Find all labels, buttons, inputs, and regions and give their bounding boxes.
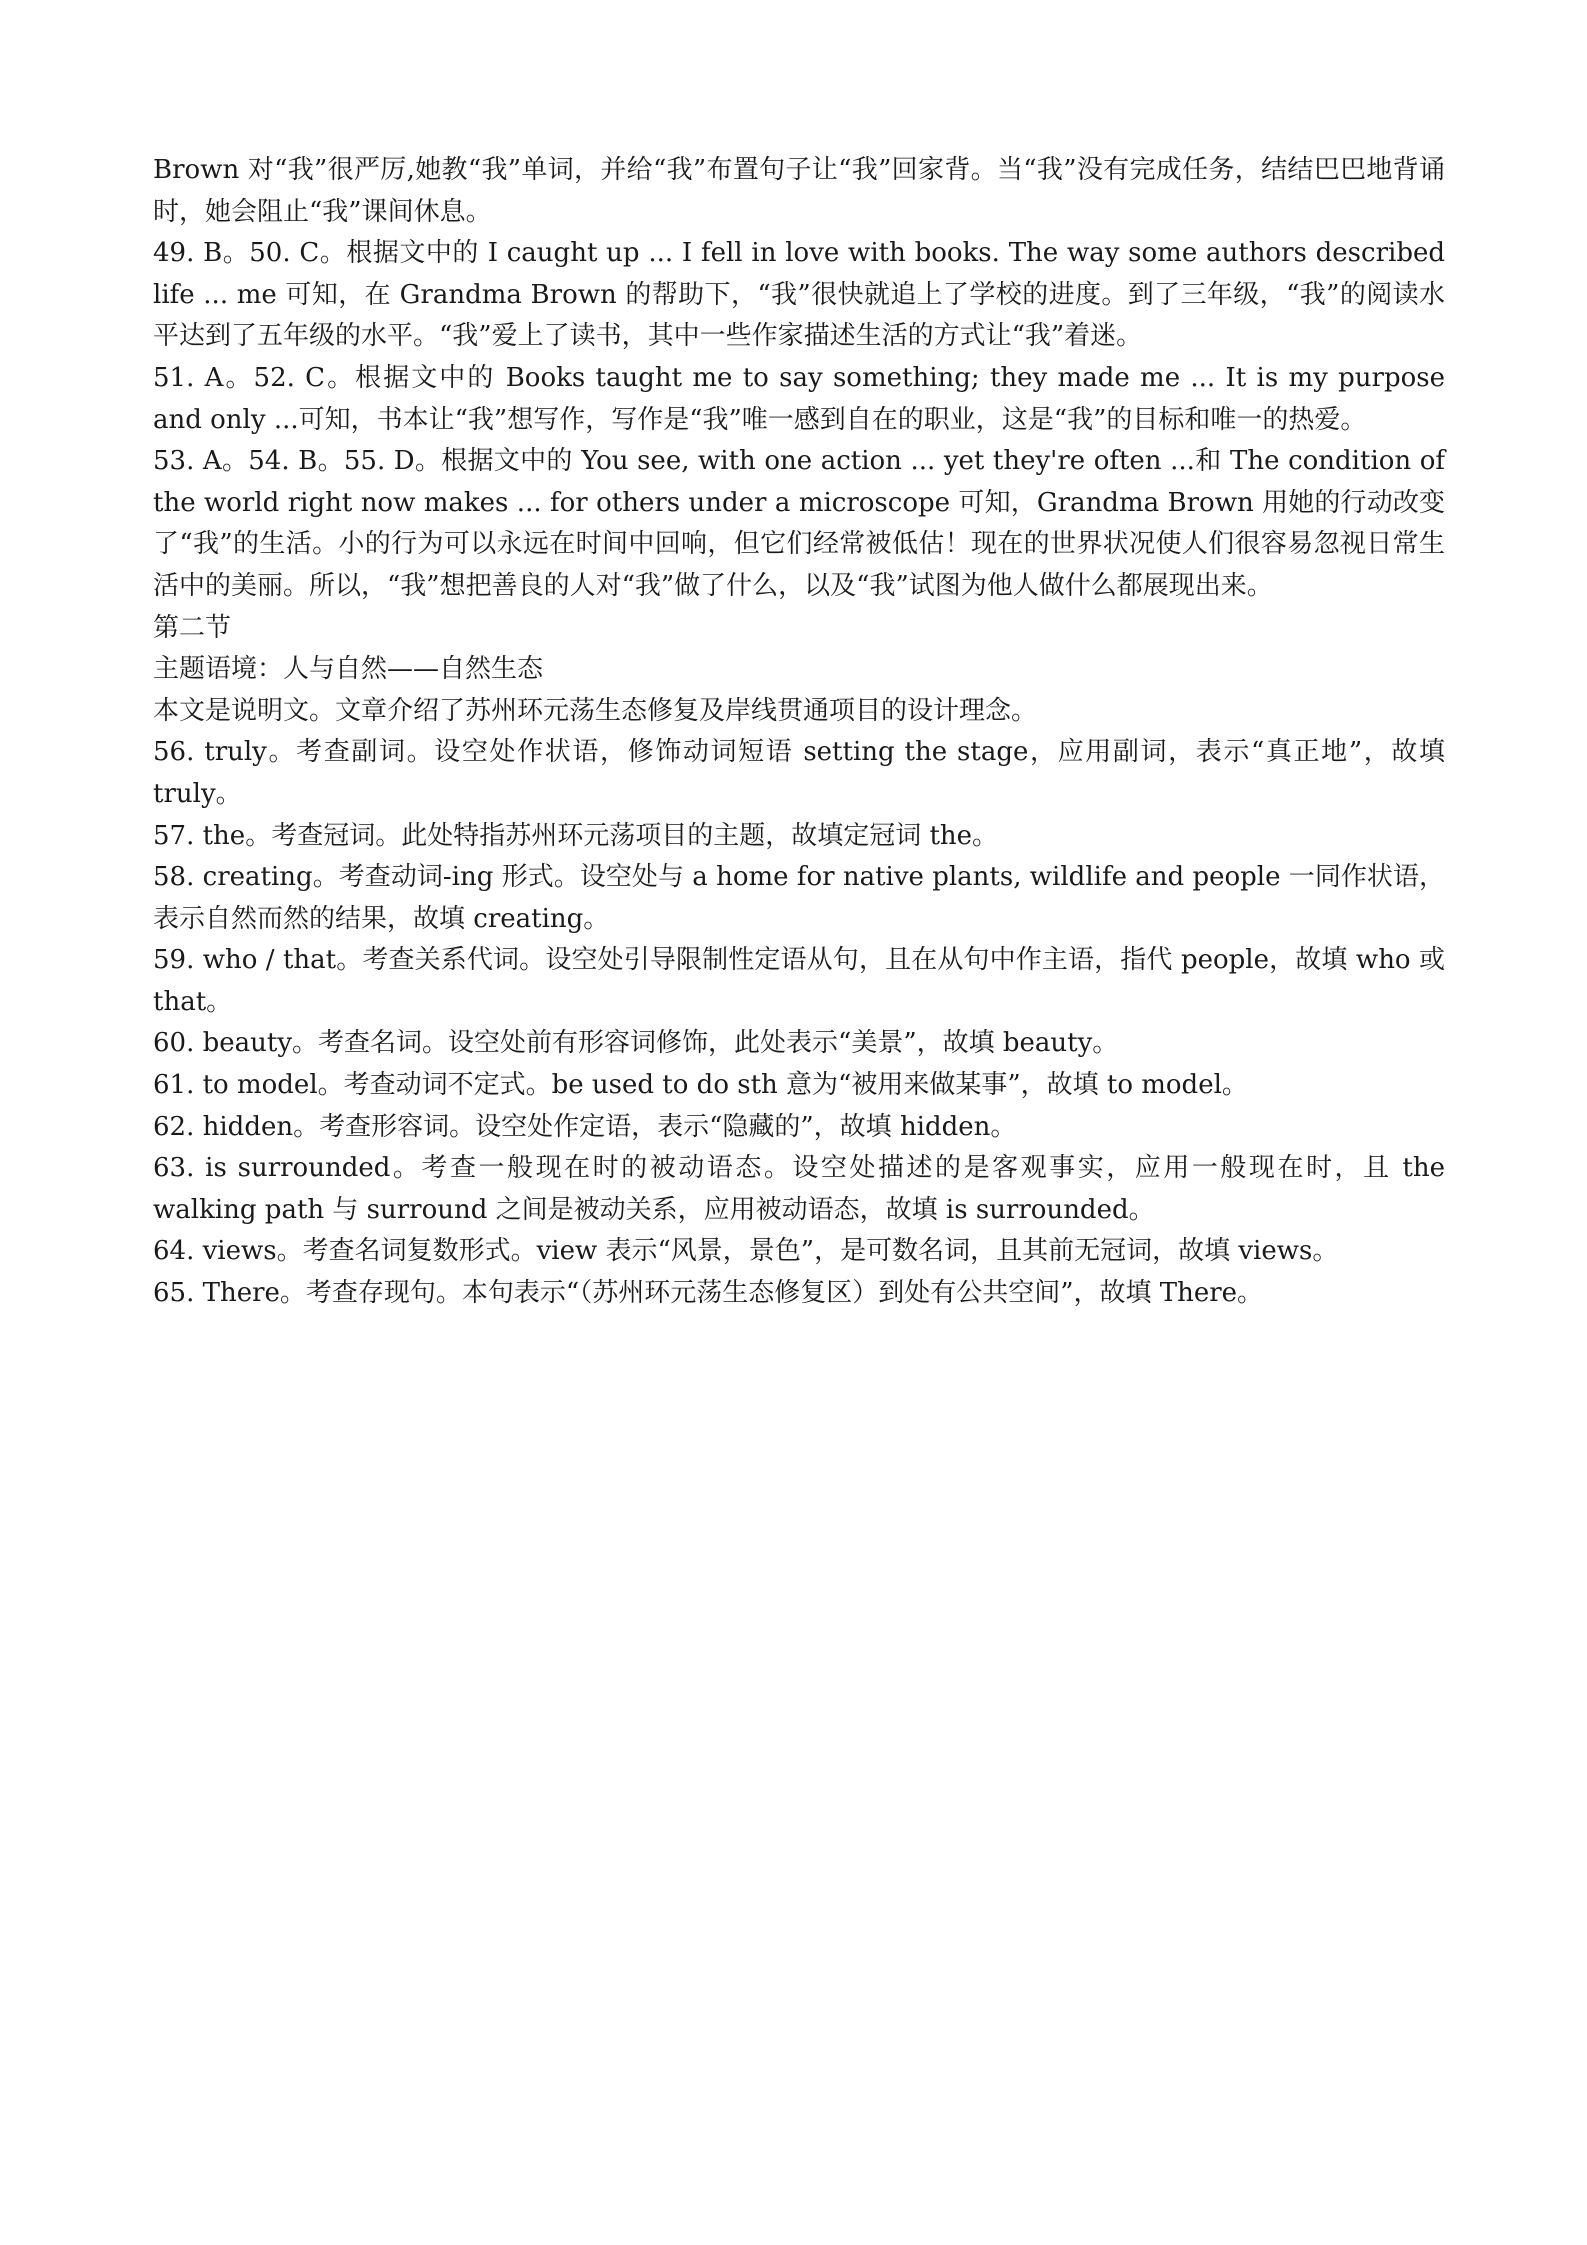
answer-explanation-document	[153, 150, 1445, 1315]
paragraph-answer-51-52: 51. A。52. C。根据文中的 Books taught me to say something; they made me ... It is my purpose and only ...可知，书本让“我”想写作，写作是“我”唯一感到自在的职业，这是“我”的目标和唯一的热爱。	[153, 362, 1445, 435]
paragraph-answer-60: 60. beauty。考查名词。设空处前有形容词修饰，此处表示“美景”，故填 beauty。	[153, 1028, 1119, 1059]
paragraph-answer-58: 58. creating。考查动词-ing 形式。设空处与 a home for native plants, wildlife and people 一同作状语，表示自然而然的结果，故填 creating。	[153, 862, 1445, 934]
paragraph-passage-summary: Brown 对“我”很严厉,她教“我”单词，并给“我”布置句子让“我”回家背。当“我”没有完成任务，结结巴巴地背诵时，她会阻止“我”课间休息。	[153, 155, 1445, 227]
paragraph-answer-63: 63. is surrounded。考查一般现在时的被动语态。设空处描述的是客观事实，应用一般现在时，且 the walking path 与 surround 之间是被动关系，应用被动语态，故填 is surrounded。	[153, 1153, 1445, 1225]
paragraph-answer-53-55: 53. A。54. B。55. D。根据文中的 You see, with one action ... yet they're often ...和 The condition of the world right now makes ... for others under a microscope 可知，Grandma Brown 用她的行动改变了“我”的生活。小的行为可以永远在时间中回响，但它们经常被低估！现在的世界状况使人们很容易忽视日常生活中的美丽。所以，“我”想把善良的人对“我”做了什么，以及“我”试图为他人做什么都展现出来。	[153, 446, 1445, 601]
theme-context: 主题语境：人与自然——自然生态	[153, 654, 544, 685]
paragraph-answer-65: 65. There。考查存现句。本句表示“（苏州环元荡生态修复区）到处有公共空间”，故填 There。	[153, 1278, 1264, 1309]
paragraph-answer-62: 62. hidden。考查形容词。设空处作定语，表示“隐藏的”，故填 hidden。	[153, 1111, 1017, 1142]
passage-intro: 本文是说明文。文章介绍了苏州环元荡生态修复及岸线贯通项目的设计理念。	[153, 695, 1038, 726]
section-heading: 第二节	[153, 612, 232, 643]
paragraph-answer-64: 64. views。考查名词复数形式。view 表示“风景，景色”，是可数名词，且其前无冠词，故填 views。	[153, 1236, 1339, 1267]
paragraph-answer-49-50: 49. B。50. C。根据文中的 I caught up ... I fell in love with books. The way some authors described life ... me 可知，在 Grandma Brown 的帮助下，“我”很快就追上了学校的进度。到了三年级，“我”的阅读水平达到了五年级的水平。“我”爱上了读书，其中一些作家描述生活的方式让“我”着迷。	[153, 238, 1445, 352]
paragraph-answer-56: 56. truly。考查副词。设空处作状语，修饰动词短语 setting the stage，应用副词，表示“真正地”，故填 truly。	[153, 737, 1445, 809]
paragraph-answer-61: 61. to model。考查动词不定式。be used to do sth 意为“被用来做某事”，故填 to model。	[153, 1070, 1248, 1101]
paragraph-answer-59: 59. who / that。考查关系代词。设空处引导限制性定语从句，且在从句中作主语，指代 people，故填 who 或 that。	[153, 945, 1445, 1017]
paragraph-answer-57: 57. the。考查冠词。此处特指苏州环元荡项目的主题，故填定冠词 the。	[153, 820, 999, 851]
